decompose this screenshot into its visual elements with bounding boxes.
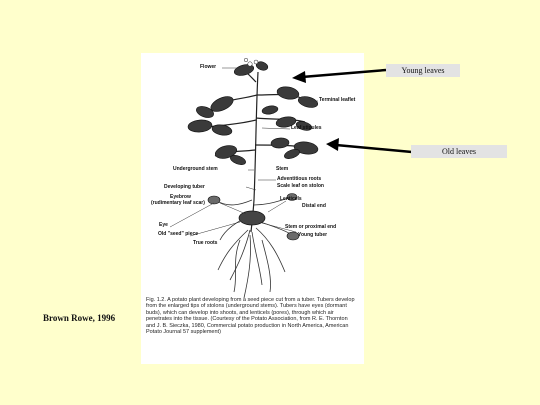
label-adventitious-roots: Adventitious roots — [277, 176, 322, 182]
label-eye: Eye — [159, 222, 168, 228]
label-stem-end: Stem or proximal end — [285, 224, 337, 230]
label-distal-end: Distal end — [302, 203, 326, 209]
label-lenticels: Lenticels — [280, 196, 302, 202]
label-scale-leaf: Scale leaf on stolon — [277, 183, 324, 189]
figure-caption: Fig. 1.2. A potato plant developing from a seed piece cut from a tuber. Tubers develop from the enlarged tips of stolons (underground stems). Tubers have eyes (dormant buds), which can develop into shoots, and lenticels (pores), through which air penetrates into the tissue. (Courtesy of the Potato Association, from R. E. Thornton and J. B. Sieczka, 1980, Commercial potato production in North America, American Potato Journal 57 supplement) — [146, 297, 355, 336]
source-credit: Brown Rowe, 1996 — [43, 313, 116, 323]
label-stem: Stem — [276, 166, 289, 172]
label-flower: Flower — [200, 64, 217, 70]
label-true-roots: True roots — [193, 240, 218, 246]
callout-arrows — [292, 70, 412, 152]
old-leaves-callout: Old leaves — [411, 145, 507, 158]
label-leaf-stipules: Leaf stipules — [291, 125, 322, 131]
young-leaves-callout: Young leaves — [386, 64, 460, 77]
label-underground-stem: Underground stem — [173, 166, 218, 172]
label-young-tuber: Young tuber — [298, 232, 328, 238]
label-eyebrow: Eyebrow — [170, 194, 191, 200]
label-eyebrow-sub: (rudimentary leaf scar) — [151, 200, 205, 206]
label-seed-piece: Old "seed" piece — [158, 231, 199, 237]
seed-piece — [239, 211, 265, 225]
label-developing-tuber: Developing tuber — [164, 184, 205, 190]
label-terminal-leaflet: Terminal leaflet — [319, 97, 356, 103]
